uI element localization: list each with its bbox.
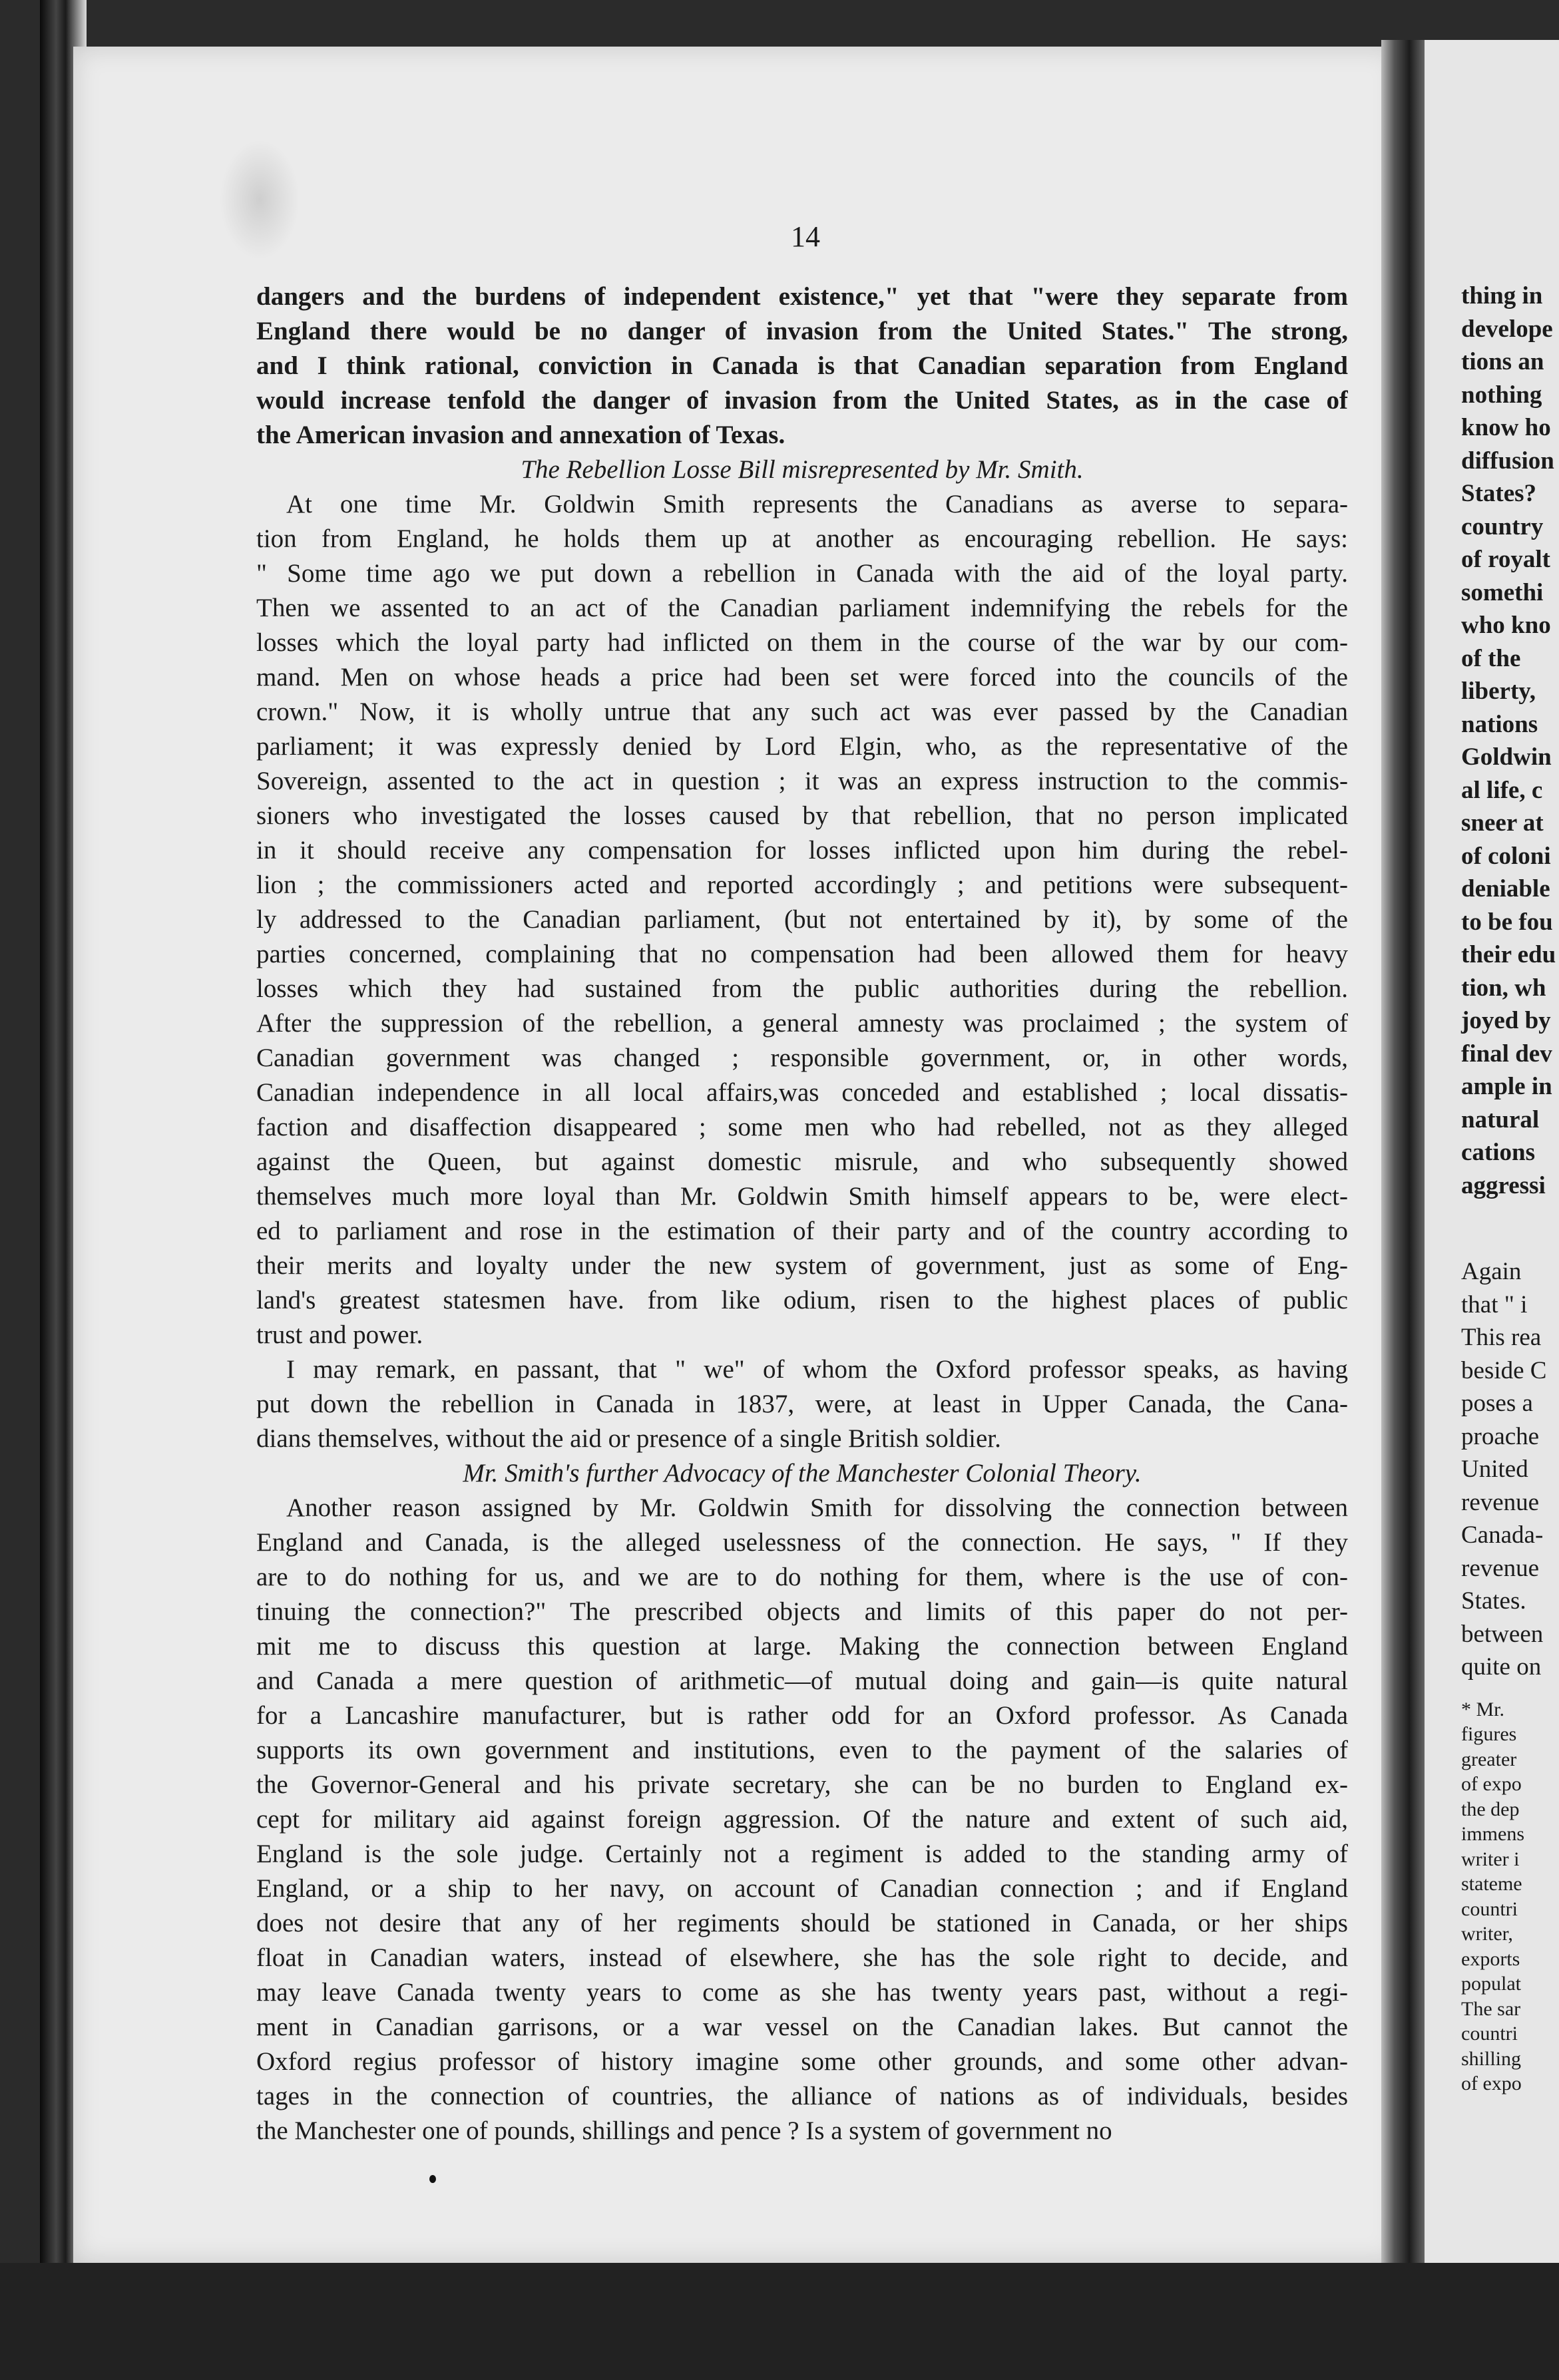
facing-text-line: ample in (1461, 1073, 1552, 1100)
facing-text-line: States. (1461, 1587, 1526, 1615)
text-line: Canadian government was changed ; responsible government, or, in other words, (256, 1044, 1348, 1072)
facing-footnote-line: The sar (1461, 1997, 1521, 2020)
text-line: parliament; it was expressly denied by Lord Elgin, who, as the representative of the (256, 732, 1348, 761)
text-line: Oxford regius professor of history imagine some other grounds, and some other advan- (256, 2047, 1348, 2076)
text-line: their merits and loyalty under the new system of government, just as some of Eng- (256, 1251, 1348, 1280)
facing-text-line: that " i (1461, 1290, 1528, 1318)
page-number: 14 (791, 220, 820, 253)
facing-footnote-line: stateme (1461, 1873, 1522, 1895)
facing-page-text (1461, 280, 1559, 2096)
facing-footnote-line: writer i (1461, 1848, 1520, 1870)
ink-speck (429, 2175, 436, 2183)
facing-text-line: United (1461, 1456, 1528, 1483)
text-line: for a Lancashire manufacturer, but is rather odd for an Oxford professor. As Canada (256, 1701, 1348, 1730)
facing-footnote-line: shilling (1461, 2047, 1522, 2070)
facing-footnote-line: greater (1461, 1748, 1517, 1770)
facing-footnote-line: figures (1461, 1723, 1517, 1745)
facing-text-line: know ho (1461, 414, 1551, 441)
text-line: mand. Men on whose heads a price had been set were forced into the councils of the (256, 663, 1348, 692)
facing-text-line: Canada- (1461, 1521, 1544, 1549)
facing-text-line: aggressi (1461, 1171, 1546, 1199)
facing-text-line: nothing (1461, 381, 1542, 409)
facing-text-line: States? (1461, 480, 1537, 507)
text-line: supports its own government and institutions, even to the payment of the salaries of (256, 1736, 1348, 1764)
text-line: After the suppression of the rebellion, a general amnesty was proclaimed ; the system of (256, 1009, 1348, 1038)
section-heading: The Rebellion Losse Bill misrepresented by Mr. Smith. (521, 455, 1084, 484)
text-line: and Canada a mere question of arithmetic—of mutual doing and gain—is quite natural (256, 1667, 1348, 1695)
text-line: are to do nothing for us, and we are to do nothing for them, where is the use of con- (256, 1563, 1348, 1591)
text-line: does not desire that any of her regiments should be stationed in Canada, or her ships (256, 1909, 1348, 1937)
facing-text-line: proache (1461, 1422, 1540, 1450)
facing-footnote-line: immens (1461, 1823, 1524, 1845)
facing-text-line: deniable (1461, 875, 1550, 902)
book-gutter (1381, 40, 1425, 2263)
text-line: tages in the connection of countries, the alliance of nations as of individuals, besides (256, 2082, 1348, 2110)
text-line: mit me to discuss this question at large. Making the connection between England (256, 1632, 1348, 1661)
facing-text-line: thing in (1461, 282, 1543, 309)
text-line: losses which the loyal party had inflicted on them in the course of the war by our com- (256, 628, 1348, 657)
facing-text-line: sneer at (1461, 809, 1544, 837)
text-line: England and Canada, is the alleged uselessness of the connection. He says, " If they (256, 1528, 1348, 1557)
text-line: themselves much more loyal than Mr. Goldwin Smith himself appears to be, were elect- (256, 1182, 1348, 1211)
paragraph-gap (1461, 1202, 1559, 1255)
text-line: parties concerned, complaining that no compensation had been allowed them for heavy (256, 940, 1348, 968)
facing-text-line: revenue (1461, 1488, 1540, 1516)
facing-footnote-line: populat (1461, 1973, 1521, 1995)
text-line: I may remark, en passant, that " we" of whom the Oxford professor speaks, as having (286, 1355, 1348, 1384)
facing-text-line: diffusion (1461, 447, 1554, 475)
text-line: float in Canadian waters, instead of elsewhere, she has the sole right to decide, and (256, 1943, 1348, 1972)
scanner-bottom-border (0, 2263, 1559, 2380)
facing-text-line: tions an (1461, 348, 1544, 375)
text-line: sioners who investigated the losses caused by that rebellion, that no person implicated (256, 801, 1348, 830)
text-line: the Manchester one of pounds, shillings and pence ? Is a system of government no (256, 2116, 1112, 2145)
facing-text-line: country (1461, 512, 1544, 540)
facing-footnote-line: * Mr. (1461, 1698, 1505, 1720)
facing-text-line: quite on (1461, 1653, 1542, 1681)
text-line: England is the sole judge. Certainly not a regiment is added to the standing army of (256, 1840, 1348, 1868)
facing-text-line: to be fou (1461, 908, 1553, 936)
text-line: against the Queen, but against domestic misrule, and who subsequently showed (256, 1147, 1348, 1176)
facing-footnote-line: of expo (1461, 1773, 1522, 1795)
text-line: trust and power. (256, 1320, 423, 1349)
facing-text-line: revenue (1461, 1554, 1540, 1582)
facing-footnote-line: countri (1461, 2023, 1518, 2045)
facing-text-line: develope (1461, 315, 1553, 343)
text-line: dangers and the burdens of independent existence," yet that "were they separate from (256, 282, 1348, 311)
facing-text-line: cations (1461, 1139, 1535, 1166)
text-line: faction and disaffection disappeared ; some men who had rebelled, not as they alleged (256, 1113, 1348, 1141)
text-line: England there would be no danger of invasion from the United States." The strong, (256, 317, 1348, 345)
facing-text-line: tion, wh (1461, 974, 1546, 1002)
text-line: the Governor-General and his private secretary, she can be no burden to England ex- (256, 1770, 1348, 1799)
facing-text-line: somethi (1461, 578, 1544, 606)
facing-text-line: of the (1461, 644, 1521, 672)
text-line: Canadian independence in all local affairs,was conceded and established ; local dissatis- (256, 1078, 1348, 1107)
text-line: and I think rational, conviction in Canada is that Canadian separation from England (256, 351, 1348, 380)
text-line: land's greatest statesmen have. from like odium, risen to the highest places of public (256, 1286, 1348, 1314)
facing-footnote-line: of expo (1461, 2073, 1522, 2094)
facing-text-line: their edu (1461, 941, 1556, 968)
facing-text-line: joyed by (1461, 1007, 1551, 1034)
facing-text-line: natural (1461, 1105, 1540, 1133)
text-line: ly addressed to the Canadian parliament, (but not entertained by it), by some of the (256, 905, 1348, 934)
text-line: would increase tenfold the danger of invasion from the United States, as in the case of (256, 386, 1348, 415)
facing-footnote-line: writer, (1461, 1923, 1513, 1945)
text-line: Then we assented to an act of the Canadian parliament indemnifying the rebels for the (256, 594, 1348, 622)
facing-footnote-line: countri (1461, 1897, 1518, 1920)
footnote-gap (1461, 1684, 1559, 1697)
text-line: Sovereign, assented to the act in question ; it was an express instruction to the commis- (256, 767, 1348, 795)
facing-text-line: liberty, (1461, 678, 1536, 705)
text-line: England, or a ship to her navy, on account of Canadian connection ; and if England (256, 1874, 1348, 1903)
facing-text-line: of royalt (1461, 546, 1550, 573)
facing-text-line: between (1461, 1620, 1544, 1648)
text-line: losses which they had sustained from the public authorities during the rebellion. (256, 974, 1348, 1003)
facing-text-line: al life, c (1461, 776, 1543, 804)
text-line: crown." Now, it is wholly untrue that any such act was ever passed by the Canadian (256, 697, 1348, 726)
facing-text-line: This rea (1461, 1324, 1542, 1351)
page-stain (220, 140, 300, 260)
text-line: " Some time ago we put down a rebellion in Canada with the aid of the loyal party. (256, 559, 1348, 588)
section-heading: Mr. Smith's further Advocacy of the Manchester Colonial Theory. (463, 1459, 1142, 1487)
facing-text-line: of coloni (1461, 842, 1551, 870)
facing-text-line: beside C (1461, 1356, 1547, 1384)
text-line: Another reason assigned by Mr. Goldwin Smith for dissolving the connection between (286, 1493, 1348, 1522)
text-line: the American invasion and annexation of Texas. (256, 421, 785, 449)
text-line: At one time Mr. Goldwin Smith represents the Canadians as averse to separa- (286, 490, 1348, 518)
facing-text-line: who kno (1461, 612, 1551, 639)
main-text-body (256, 280, 1348, 2148)
text-line: lion ; the commissioners acted and reported accordingly ; and petitions were subsequent- (256, 871, 1348, 899)
text-line: put down the rebellion in Canada in 1837, were, at least in Upper Canada, the Cana- (256, 1390, 1348, 1418)
text-line: in it should receive any compensation for losses inflicted upon him during the rebel- (256, 836, 1348, 865)
text-line: dians themselves, without the aid or presence of a single British soldier. (256, 1424, 1001, 1453)
text-line: may leave Canada twenty years to come as she has twenty years past, without a regi- (256, 1978, 1348, 2007)
facing-text-line: poses a (1461, 1390, 1533, 1417)
text-line: ed to parliament and rose in the estimation of their party and of the country according to (256, 1217, 1348, 1245)
facing-text-line: Goldwin (1461, 743, 1552, 771)
text-line: tinuing the connection?" The prescribed objects and limits of this paper do not per- (256, 1597, 1348, 1626)
facing-text-line: final dev (1461, 1040, 1552, 1068)
text-line: ment in Canadian garrisons, or a war vessel on the Canadian lakes. But cannot the (256, 2013, 1348, 2041)
text-line: cept for military aid against foreign aggression. Of the nature and extent of such aid, (256, 1805, 1348, 1834)
text-line: tion from England, he holds them up at another as encouraging rebellion. He says: (256, 524, 1348, 553)
facing-footnote-line: exports (1461, 1947, 1520, 1970)
facing-text-line: Again (1461, 1258, 1522, 1285)
facing-text-line: nations (1461, 710, 1538, 738)
facing-footnote-line: the dep (1461, 1798, 1520, 1820)
